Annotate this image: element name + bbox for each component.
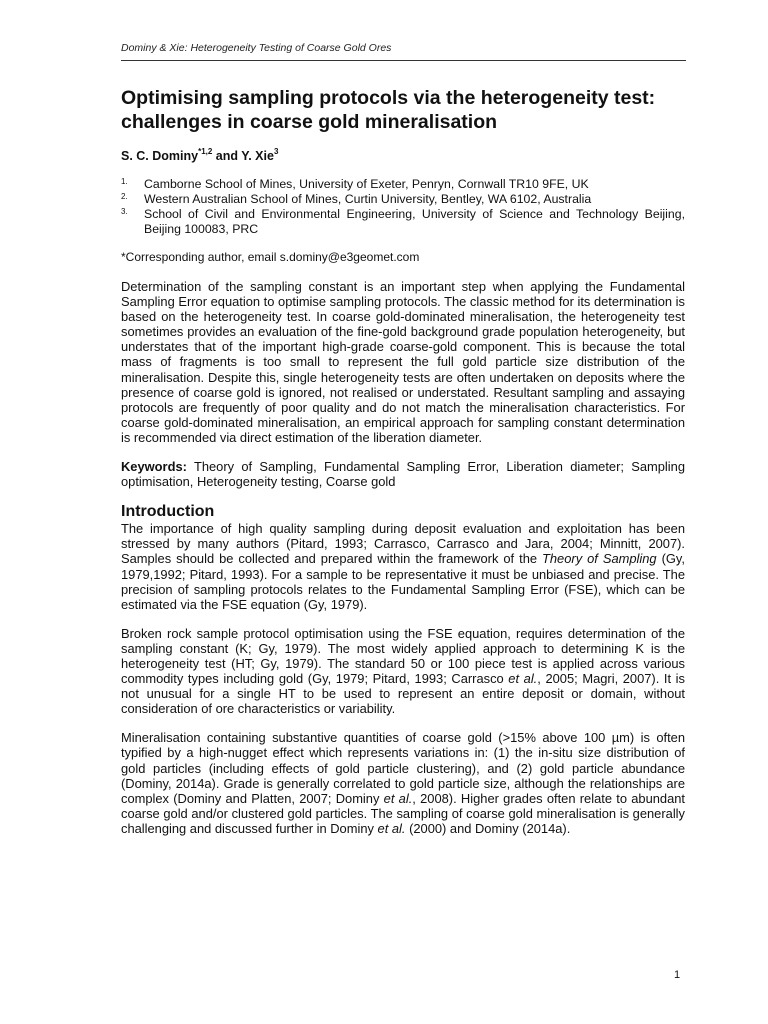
- running-head: Dominy & Xie: Heterogeneity Testing of Coarse Gold Ores: [121, 42, 392, 54]
- paragraph-text: , 2008). Higher grades often relate to abundant coarse gold and/or clustered gold particles. The sampling of coarse gold mineralisation is generally challenging and discussed further in Dominy: [121, 790, 685, 836]
- introduction-paragraph-1: [121, 521, 685, 612]
- author-affiliation-marker: *1,2: [198, 147, 213, 156]
- affiliation-text: School of Civil and Environmental Engineering, University of Science and Technology Beijing, Beijing 100083, PRC: [144, 207, 685, 236]
- author-conjunction: and: [212, 149, 242, 163]
- page-number: 1: [674, 969, 681, 981]
- paragraph-text: Broken rock sample protocol optimisation using the FSE equation, requires determination of the sampling constant (K; Gy, 1979). The most widely applied approach to determining K is the heterogeneity test (HT; Gy, 1979). The standard 50 or 100 piece test is applied across various commodity types including gold (Gy, 1979; Pitard, 1993; Carrasco: [121, 625, 685, 687]
- header-rule: [121, 60, 686, 61]
- affiliation-item: [121, 177, 685, 192]
- paragraph-text: (Gy, 1979,1992; Pitard, 1993). For a sample to be representative it must be unbiased and precise. The precision of sampling protocols relates to the Fundamental Sampling Error (FSE), which can be estimated via the FSE equation (Gy, 1979).: [121, 551, 685, 612]
- author-affiliation-marker: 3: [273, 147, 279, 156]
- affiliation-number: 3.: [121, 207, 128, 216]
- introduction-paragraph-3: [121, 730, 685, 836]
- paragraph-text: Mineralisation containing substantive quantities of coarse gold (>15% above 100 µm) is often typified by a high-nugget effect which represents variations in: (1) the in-situ size distribution of gold particles (including effects of gold particle clustering), and (2) gold particle abundance (Dominy, 2014a). Grade is generally correlated to gold particle size, although the relationships are complex (Dominy and Platten, 2007; Dominy: [121, 730, 685, 806]
- affiliation-number: 2.: [121, 192, 128, 201]
- corresponding-author-note: *Corresponding author, email s.dominy@e3geomet.com: [121, 250, 420, 264]
- section-heading-introduction: Introduction: [121, 503, 215, 521]
- author-line: [121, 149, 685, 163]
- introduction-paragraph-2: [121, 626, 685, 717]
- affiliation-list: [121, 177, 685, 237]
- paragraph-italic-text: et al.: [377, 820, 406, 836]
- paragraph-italic-text: et al.: [383, 790, 413, 806]
- keywords-paragraph: [121, 459, 685, 489]
- abstract-paragraph: Determination of the sampling constant is an important step when applying the Fundamental Sampling Error equation to optimise sampling protocols. The classic method for its determination is based on the heterogeneity test. In coarse gold-dominated mineralisation, the heterogeneity test sometimes provides an evaluation of the fine-gold background grade population heterogeneity, but understates that of the important high-grade coarse-gold component. This is because the total mass of fragments is too small to represent the full gold particle size distribution of the mineralisation. Despite this, single heterogeneity tests are often undertaken on deposits where the presence of coarse gold is ignored, not realised or understated. Resultant sampling and assaying protocols are frequently of poor quality and do not match the mineralisation characteristics. For coarse gold-dominated mineralisation, an empirical approach for sampling constant determination is recommended via direct estimation of the liberation diameter.: [121, 279, 685, 445]
- paragraph-italic-text: et al.: [508, 671, 538, 687]
- paragraph-italic-text: Theory of Sampling: [542, 551, 657, 567]
- keywords-label: Keywords:: [121, 459, 187, 475]
- affiliation-item: [121, 192, 685, 207]
- paragraph-text: , 2005; Magri, 2007). It is not unusual for a single HT to be used to represent an entire deposit or domain, without consideration of ore characteristics or variability.: [121, 671, 685, 717]
- author-name: S. C. Dominy: [121, 149, 199, 163]
- affiliation-text: Western Australian School of Mines, Curtin University, Bentley, WA 6102, Australia: [144, 192, 592, 206]
- keywords-text: Theory of Sampling, Fundamental Sampling Error, Liberation diameter; Sampling optimisation, Heterogeneity testing, Coarse gold: [121, 459, 685, 490]
- author-name: Y. Xie: [241, 149, 274, 163]
- affiliation-text: Camborne School of Mines, University of Exeter, Penryn, Cornwall TR10 9FE, UK: [144, 177, 589, 191]
- article-body: [121, 86, 685, 836]
- affiliation-item: [121, 207, 685, 237]
- affiliation-number: 1.: [121, 177, 128, 186]
- paragraph-text: The importance of high quality sampling during deposit evaluation and exploitation has been stressed by many authors (Pitard, 1993; Carrasco, Carrasco and Jara, 2004; Minnitt, 2007). Samples should be collected and prepared within the framework of the: [121, 521, 685, 567]
- paragraph-text: (2000) and Dominy (2014a).: [405, 820, 571, 836]
- paper-title: Optimising sampling protocols via the heterogeneity test: challenges in coarse gold mineralisation: [121, 87, 656, 133]
